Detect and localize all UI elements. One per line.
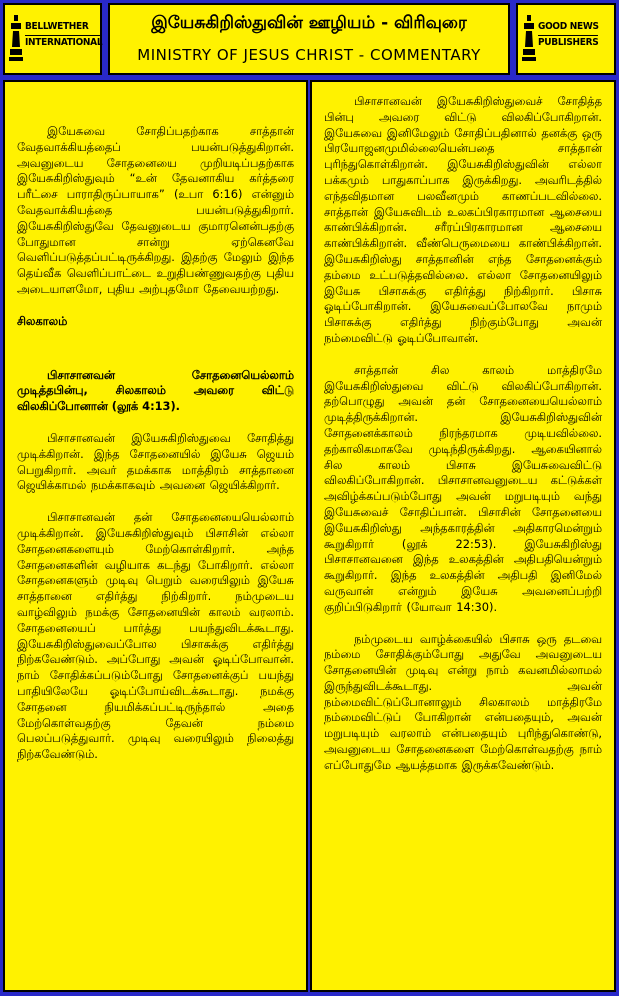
title-banner xyxy=(108,3,510,75)
paragraph: பிசாசானவன் தன் சோதனையையெல்லாம் முடிக்கிறான். இயேசுகிறிஸ்துவும் பிசாசின் எல்லா சோதனைகளையும் மேற்கொள்கிறார். அந்த சோதனைகளின் வழியாக கடந்து போகிறார். எல்லா சோதனைகளும் முடிவு பெறும் வரையிலும் இயேசு சாத்தானை எதிர்த்து நிற்கிறார். நம்முடைய வாழ்விலும் நமக்கு சோதனையின் காலம் வரலாம். சோதனையைப் பார்த்து பயந்துவிடக்கூடாது. இயேசுகிறிஸ்துவைப்போல பிசாசுக்கு எதிர்த்து நிற்கவேண்டும். அப்போது அவன் ஓடிப்போவான். நாம் சோதிக்கப்படும்போது சோதனைக்குப் பயந்து பாதியிலேயே ஓடிப்போய்விடக்கூடாது. நமக்கு சோதனை நியமிக்கப்பட்டிருந்தால் அதை மேற்கொள்வதற்கு தேவன் நம்மை பெலப்படுத்துவார். முடிவு வரையிலும் நிலைத்து நிற்கவேண்டும். xyxy=(17,510,294,762)
good-news-icon xyxy=(522,15,536,63)
page-title-tamil: இயேசுகிறிஸ்துவின் ஊழியம் - விரிவுரை xyxy=(151,13,467,33)
paragraph: இயேசுவை சோதிப்பதற்காக சாத்தான் வேதவாக்கியத்தைப் பயன்படுத்துகிறான். அவனுடைய சோதனையை முறியடிப்பதற்காக இயேசுகிறிஸ்துவும் “உன் தேவனாகிய கர்த்தரை பரீட்சை பாராதிருப்பாயாக” (உபா 6:16) என்னும் வேதவாக்கியத்தை பயன்படுத்துகிறார். இயேசுகிறிஸ்துவே தேவனுடைய குமாரனென்பதற்கு போதுமான சான்று ஏற்கெனவே வெளிப்படுத்தப்பட்டிருக்கிறது. இதற்கு மேலும் இந்த தெய்வீக வெளிப்பாட்டை உறுதிபண்ணுவதற்கு புதிய அடையாளமோ, புதிய அற்புதமோ தேவையற்றது. xyxy=(17,124,294,296)
good-news-logo xyxy=(516,3,616,75)
logo-line-2: PUBLISHERS xyxy=(538,37,599,48)
logo-line-1: GOOD NEWS xyxy=(538,21,599,32)
logo-line-2: INTERNATIONAL xyxy=(25,37,103,48)
paragraph: பிசாசானவன் இயேசுகிறிஸ்துவை சோதித்து முடிக்கிறான். இந்த சோதனையில் இயேசு ஜெயம் பெறுகிறார். அவர் தமக்காக மாத்திரம் சாத்தானை ஜெயிக்காமல் நமக்காகவும் அவனை ஜெயிக்கிறார். xyxy=(17,430,294,493)
paragraph: பிசாசானவன் இயேசுகிறிஸ்துவைச் சோதித்த பின்பு அவரை விட்டு விலகிப்போகிறான். இயேசுவை இனிமேலும் சோதிப்பதினால் தனக்கு ஒரு பிரயோஜனமுமில்லையென்பதை சாத்தான் புரிந்துகொள்கிறான். இயேசுகிறிஸ்துவின் எல்லா பக்கமும் பாதுகாப்பாக இருக்கிறது. அவரிடத்தில் எந்தவிதமான பலவீனமும் காணப்படவில்லை. சாத்தான் இயேசுவிடம் உலகப்பிரகாரமான ஆசையை காண்பிக்கிறான். சரீரப்பிரகாரமான ஆசையை காண்பிக்கிறான். வீண்பெருமையை காண்பிக்கிறான். இயேசுகிறிஸ்து சாத்தானின் எந்த சோதனைக்கும் தம்மை உட்படுத்தவில்லை. எல்லா சோதனையிலும் இயேசு பிசாசுக்கு எதிர்த்து நிற்கிறார். பிசாசு ஓடிப்போகிறான். இயேசுவைப்போலவே நாமும் பிசாசுக்கு எதிர்த்து நிற்கும்போது அவன் நம்மைவிட்டு ஓடிப்போவான். xyxy=(324,94,602,345)
page-title-english: MINISTRY OF JESUS CHRIST - COMMENTARY xyxy=(137,46,481,64)
bellwether-icon xyxy=(9,15,23,63)
paragraph: சாத்தான் சில காலம் மாத்திரமே இயேசுகிறிஸ்துவை விட்டு விலகிப்போகிறான். தற்பொழுது அவன் தன் சோதனையையெல்லாம் முடித்திருக்கிறான். இயேசுகிறிஸ்துவின் சோதனைக்காலம் நிரந்தரமாக முடியவில்லை. தற்காலிகமாகவே முடிந்திருக்கிறது. ஆகையினால் சில காலம் பிசாசு இயேசுவைவிட்டு விலகிப்போகிறான். பிசாசானவனுடைய கட்டுக்கள் அவிழ்க்கப்படும்போது அவன் மறுபடியும் வந்து இயேசுவைச் சோதிப்பான். பிசாசின் சோதனையை இயேசுகிறிஸ்து அந்தகாரத்தின் அதிகாரமென்றும் கூறுகிறார் (லூக் 22:53). இயேசுகிறிஸ்து பிசாசானவனை இந்த உலகத்தின் அதிபதியென்றும் கூறுகிறார். இந்த உலகத்தின் அதிபதி இனிமேல் வருவான் என்றும் இயேசு அவனைப்பற்றி குறிப்பிடுகிறார் (யோவா 14:30). xyxy=(324,362,602,614)
right-column xyxy=(310,80,616,992)
section-heading: சிலகாலம் xyxy=(17,313,68,328)
scripture-quote: பிசாசானவன் சோதனையெல்லாம் முடித்தபின்பு, சிலகாலம் அவரை விட்டு விலகிப்போனான் (லூக் 4:13). xyxy=(17,367,294,414)
paragraph: நம்முடைய வாழ்க்கையில் பிசாசு ஒரு தடவை நம்மை சோதிக்கும்போது அதுவே அவனுடைய சோதனையின் முடிவு என்று நாம் கவனமில்லாமல் இருந்துவிடக்கூடாது. அவன் நம்மைவிட்டுப்போனாலும் சிலகாலம் மாத்திரமே நம்மைவிட்டுப் போகிறான் என்பதையும், அவன் மறுபடியும் வரலாம் என்பதையும் புரிந்துகொண்டு, அவனுடைய சோதனைகளை மேற்கொள்வதற்கு நாம் எப்போதுமே ஆயத்தமாக இருக்கவேண்டும். xyxy=(324,631,602,772)
logo-line-1: BELLWETHER xyxy=(25,21,89,32)
bellwether-logo xyxy=(3,3,102,75)
left-column xyxy=(3,80,308,992)
